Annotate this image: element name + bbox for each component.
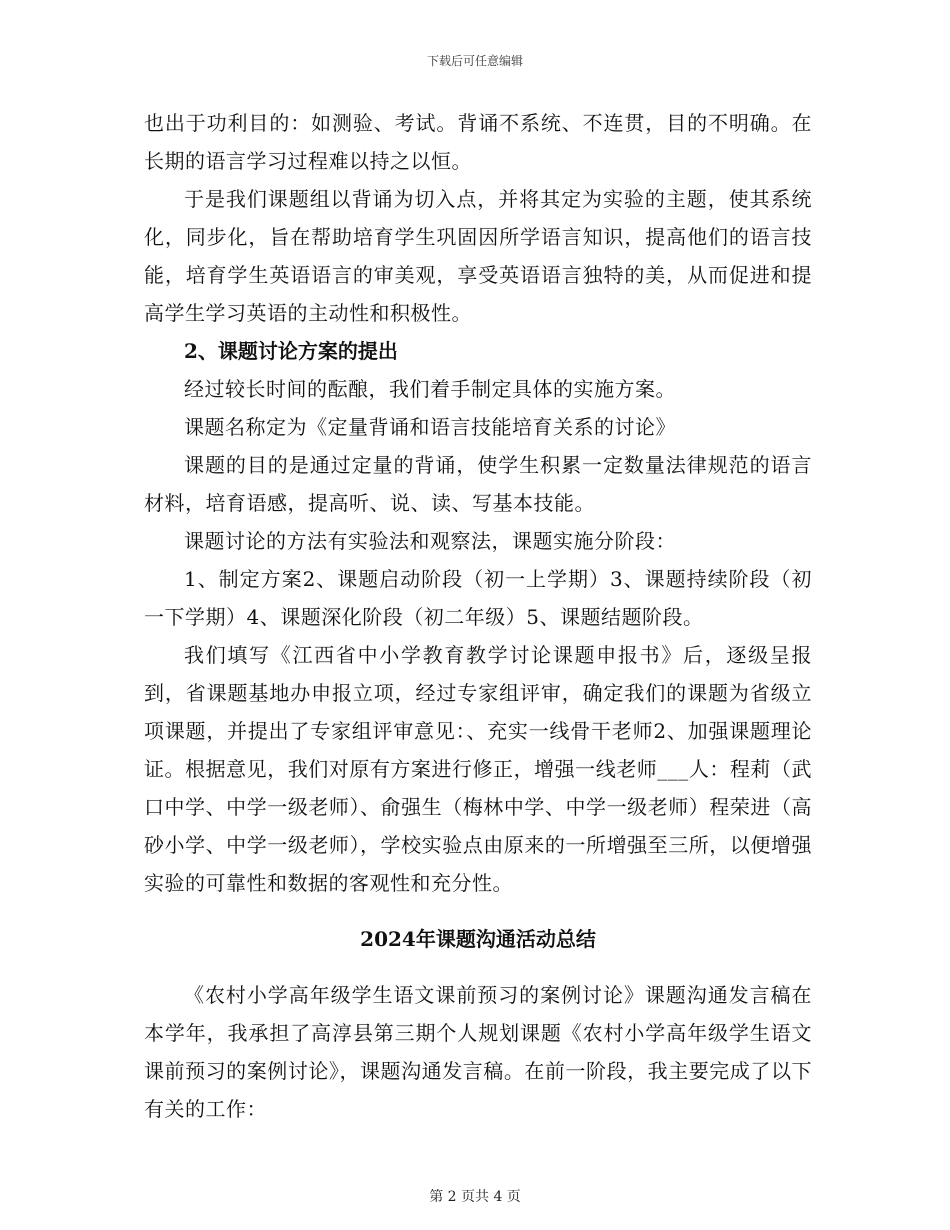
paragraph-1: 也出于功利目的：如测验、考试。背诵不系统、不连贯，目的不明确。在长期的语言学习过程难以持之以恒。 [144, 111, 812, 173]
paragraph-7: 1、制定方案2、课题启动阶段（初一上学期）3、课题持续阶段（初一下学期）4、课题深化阶段（初二年级）5、课题结题阶段。 [144, 567, 812, 629]
paragraph-3: 经过较长时间的酝酿，我们着手制定具体的实施方案。 [184, 377, 676, 401]
paragraph-6: 课题讨论的方法有实验法和观察法，课题实施分阶段： [184, 529, 676, 553]
paragraph-2: 于是我们课题组以背诵为切入点，并将其定为实验的主题，使其系统化，同步化，旨在帮助培育学生巩固因所学语言知识，提高他们的语言技能，培育学生英语语言的审美观，享受英语语言独特的美，从而促进和提高学生学习英语的主动性和积极性。 [144, 187, 812, 325]
paragraph-4: 课题名称定为《定量背诵和语言技能培育关系的讨论》 [184, 415, 676, 439]
document-body [144, 104, 812, 1128]
section-title: 2024年课题沟通活动总结 [360, 927, 596, 951]
paragraph-9: 《农村小学高年级学生语文课前预习的案例讨论》课题沟通发言稿在本学年，我承担了高淳县第三期个人规划课题《农村小学高年级学生语文课前预习的案例讨论》，课题沟通发言稿。在前一阶段，我主要完成了以下有关的工作： [144, 983, 812, 1121]
header-note: 下载后可任意编辑 [426, 54, 523, 68]
page-number: 第 2 页共 4 页 [429, 1189, 521, 1205]
paragraph-5: 课题的目的是通过定量的背诵，使学生积累一定数量法律规范的语言材料，培育语感，提高听、说、读、写基本技能。 [144, 453, 812, 515]
section-heading-2: 2、课题讨论方案的提出 [184, 339, 398, 363]
paragraph-8: 我们填写《江西省中小学教育教学讨论课题申报书》后，逐级呈报到，省课题基地办申报立项，经过专家组评审，确定我们的课题为省级立项课题，并提出了专家组评审意见：、充实一线骨干老师2、加强课题理论证。根据意见，我们对原有方案进行修正，增强一线老师___人：程莉（武口中学、中学一级老师）、俞强生（梅林中学、中学一级老师）程荣进（高砂小学、中学一级老师），学校实验点由原来的一所增强至三所，以便增强实验的可靠性和数据的客观性和充分性。 [144, 643, 812, 895]
